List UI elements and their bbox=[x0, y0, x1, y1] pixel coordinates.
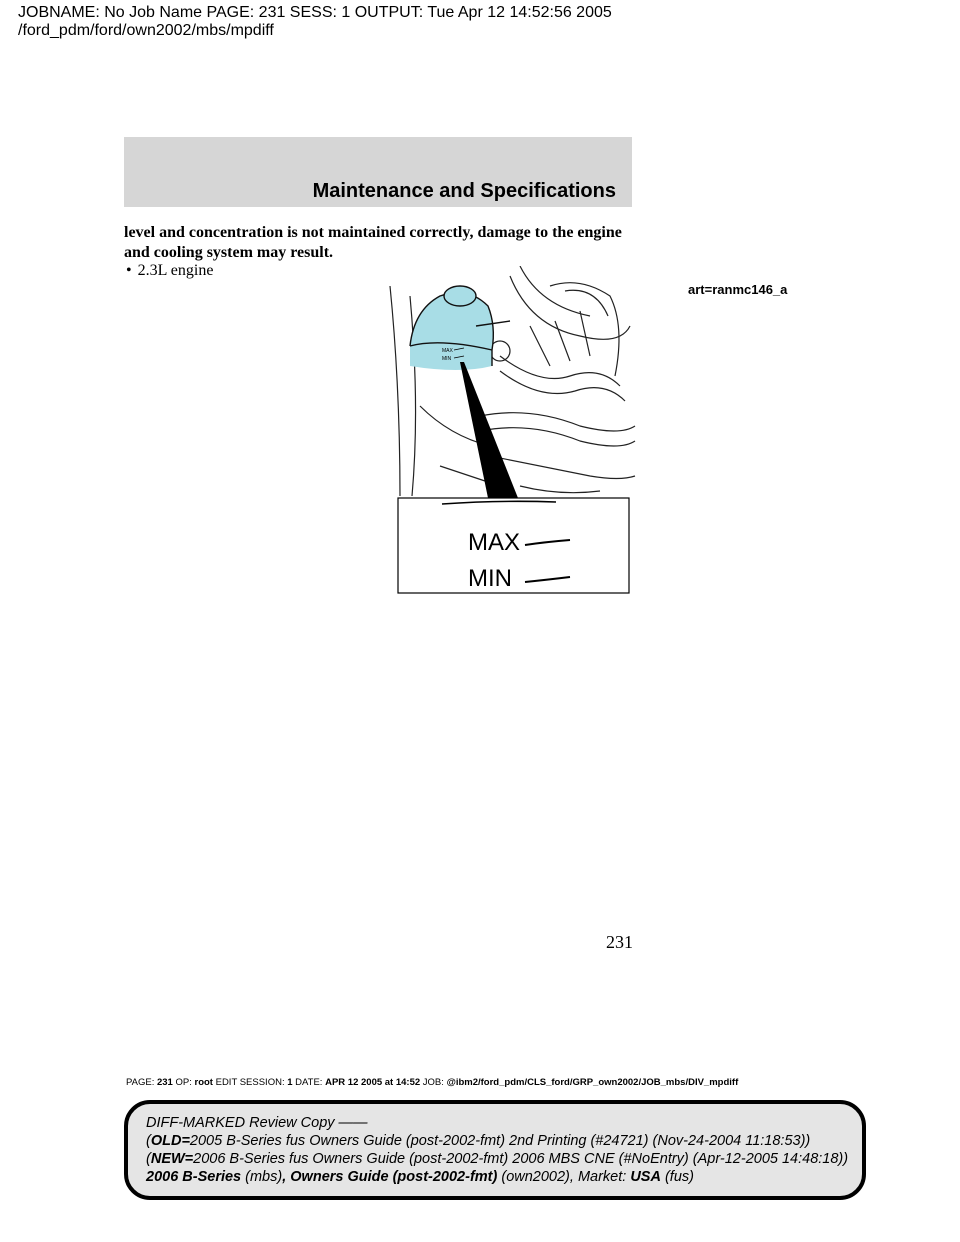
min-level-label: MIN bbox=[468, 565, 512, 592]
diff-line-1: DIFF-MARKED Review Copy —— bbox=[146, 1115, 368, 1131]
footer-page-value: 231 bbox=[156, 1077, 173, 1088]
body-paragraph: level and concentration is not maintained correctly, damage to the engine and cooling system may result. bbox=[124, 224, 622, 261]
diff-line-3 bbox=[146, 1150, 862, 1168]
small-min-label: MIN bbox=[442, 356, 452, 362]
diff-review-box bbox=[124, 1100, 866, 1200]
footer-date-label: DATE: bbox=[295, 1077, 323, 1088]
diff-new-key: NEW= bbox=[150, 1151, 194, 1167]
callout-pointer bbox=[460, 362, 518, 498]
diff-market-label: , Market: bbox=[569, 1169, 631, 1185]
bullet-item bbox=[126, 262, 213, 280]
diff-guide: , Owners Guide (post-2002-fmt) bbox=[282, 1169, 498, 1185]
footer-op-label: OP: bbox=[175, 1077, 192, 1088]
diff-line-4 bbox=[146, 1168, 862, 1186]
section-title: Maintenance and Specifications bbox=[312, 180, 616, 202]
bullet-text: 2.3L engine bbox=[137, 262, 214, 279]
footer-session-label: EDIT SESSION: bbox=[215, 1077, 285, 1088]
bullet-icon: • bbox=[126, 262, 132, 279]
job-header-line-2: /ford_pdm/ford/own2002/mbs/mpdiff bbox=[18, 22, 274, 39]
page-number: 231 bbox=[606, 932, 633, 952]
diff-line-3-open: ( bbox=[146, 1151, 151, 1167]
footer-job-label: JOB: bbox=[422, 1077, 444, 1088]
small-max-label: MAX bbox=[442, 348, 453, 354]
footer-job-value: @ibm2/ford_pdm/CLS_ford/GRP_own2002/JOB_mbs/DIV_mpdiff bbox=[446, 1077, 739, 1088]
diff-market-code: (fus) bbox=[660, 1169, 694, 1185]
diff-market-value: USA bbox=[630, 1169, 661, 1185]
diff-old-text: 2005 B-Series fus Owners Guide (post-2002-fmt) 2nd Printing (#24721) (Nov-24-2004 11:18:53)) bbox=[189, 1133, 811, 1149]
footer-op-value: root bbox=[194, 1077, 213, 1088]
footer-date-value: APR 12 2005 at 14:52 bbox=[325, 1077, 421, 1088]
max-level-label: MAX bbox=[468, 529, 521, 556]
diff-series-code: (mbs) bbox=[241, 1169, 283, 1185]
diff-series: 2006 B-Series bbox=[146, 1169, 242, 1185]
diff-line-2 bbox=[146, 1132, 862, 1150]
footer-page-label: PAGE: bbox=[126, 1077, 155, 1088]
section-header-band bbox=[124, 137, 632, 207]
diff-new-text: 2006 B-Series fus Owners Guide (post-2002-fmt) 2006 MBS CNE (#NoEntry) (Apr-12-2005 14:48:18)) bbox=[193, 1151, 849, 1167]
diff-line-2-open: ( bbox=[146, 1133, 151, 1149]
job-header-line-1: JOBNAME: No Job Name PAGE: 231 SESS: 1 OUTPUT: Tue Apr 12 14:52:56 2005 bbox=[18, 4, 612, 21]
engine-linework bbox=[390, 266, 635, 496]
coolant-reservoir-figure bbox=[380, 266, 640, 598]
footer-session-value: 1 bbox=[287, 1077, 293, 1088]
art-id-label: art=ranmc146_a bbox=[688, 282, 788, 297]
footer-meta bbox=[126, 1077, 738, 1088]
diff-old-key: OLD= bbox=[150, 1133, 190, 1149]
diff-guide-code: (own2002) bbox=[497, 1169, 570, 1185]
